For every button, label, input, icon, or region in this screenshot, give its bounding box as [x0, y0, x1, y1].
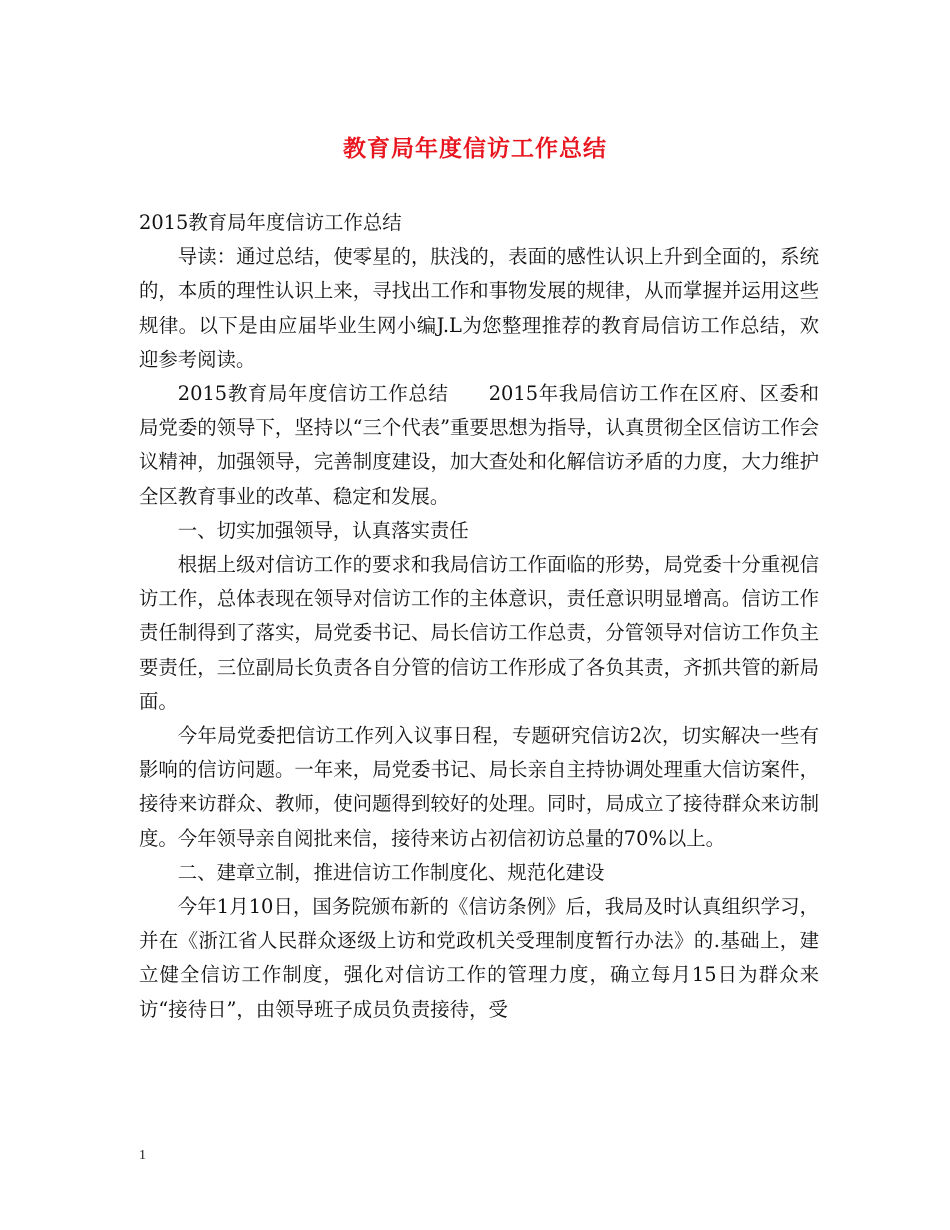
- paragraph-intro: 导读：通过总结，使零星的，肤浅的，表面的感性认识上升到全面的，系统的，本质的理性认识上来，寻找出工作和事物发展的规律，从而掌握并运用这些规律。以下是由应届毕业生网小编J.L为您整理推荐的教育局信访工作总结，欢迎参考阅读。: [139, 245, 819, 371]
- document-body: [139, 206, 819, 1027]
- paragraph-section-1b: 今年局党委把信访工作列入议事日程，专题研究信访2次，切实解决一些有影响的信访问题。一年来，局党委书记、局长亲自主持协调处理重大信访案件，接待来访群众、教师，使问题得到较好的处理。同时，局成立了接待群众来访制度。今年领导亲自阅批来信，接待来访占初信初访总量的70%以上。: [139, 724, 819, 850]
- paragraph-section-1a: 根据上级对信访工作的要求和我局信访工作面临的形势，局党委十分重视信访工作，总体表现在领导对信访工作的主体意识，责任意识明显增高。信访工作责任制得到了落实，局党委书记、局长信访工作总责，分管领导对信访工作负主要责任，三位副局长负责各自分管的信访工作形成了各负其责，齐抓共管的新局面。: [139, 553, 819, 713]
- document-title: 教育局年度信访工作总结: [343, 136, 607, 162]
- page-number: 1: [139, 1148, 146, 1163]
- paragraph-overview: 2015教育局年度信访工作总结 2015年我局信访工作在区府、区委和局党委的领导下，坚持以“三个代表”重要思想为指导，认真贯彻全区信访工作会议精神，加强领导，完善制度建设，加大查处和化解信访矛盾的力度，大力维护全区教育事业的改革、稳定和发展。: [139, 382, 819, 508]
- section-heading-2: 二、建章立制，推进信访工作制度化、规范化建设: [177, 860, 605, 884]
- section-heading-1: 一、切实加强领导，认真落实责任: [177, 518, 469, 542]
- paragraph-heading-line: 2015教育局年度信访工作总结: [139, 211, 402, 234]
- paragraph-section-2a: 今年1月10日，国务院颁布新的《信访条例》后，我局及时认真组织学习，并在《浙江省人民群众逐级上访和党政机关受理制度暂行办法》的.基础上，建立健全信访工作制度，强化对信访工作的管理力度，确立每月15日为群众来访“接待日”，由领导班子成员负责接待，受: [139, 895, 819, 1021]
